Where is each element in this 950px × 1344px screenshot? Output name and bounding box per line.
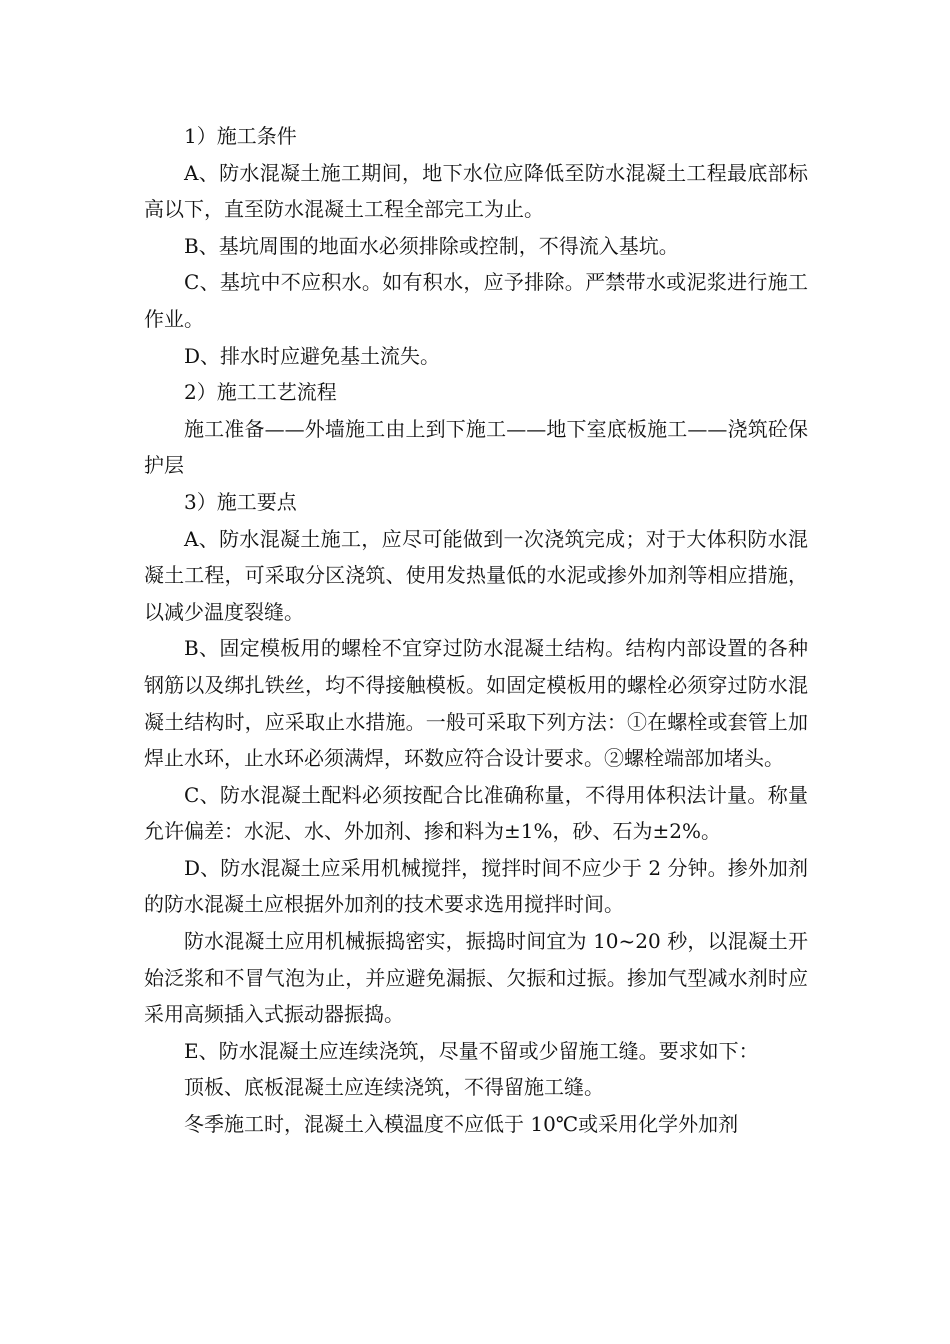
paragraph-winter-construction: 冬季施工时，混凝土入模温度不应低于 10℃或采用化学外加剂 <box>184 1112 739 1137</box>
paragraph-point-c: C、防水混凝土配料必须按配合比准确称量，不得用体积法计量。称量允许偏差：水泥、水、外加剂、掺和料为±1%，砂、石为±2%。 <box>144 782 808 844</box>
paragraph-point-d: D、防水混凝土应采用机械搅拌，搅拌时间不应少于 2 分钟。掺外加剂的防水混凝土应根据外加剂的技术要求选用搅拌时间。 <box>144 855 808 917</box>
paragraph-slab-pouring: 顶板、底板混凝土应连续浇筑，不得留施工缝。 <box>184 1075 604 1100</box>
document-body <box>144 118 808 1143</box>
paragraph-process-flow: 施工准备——外墙施工由上到下施工——地下室底板施工——浇筑砼保护层 <box>144 416 808 478</box>
paragraph-condition-c: C、基坑中不应积水。如有积水，应予排除。严禁带水或泥浆进行施工作业。 <box>144 270 808 331</box>
paragraph-condition-d: D、排水时应避免基土流失。 <box>184 343 441 368</box>
paragraph-condition-b: B、基坑周围的地面水必须排除或控制，不得流入基坑。 <box>184 233 679 258</box>
paragraph-vibration: 防水混凝土应用机械振捣密实，振捣时间宜为 10~20 秒，以混凝土开始泛浆和不冒气泡为止，并应避免漏振、欠振和过振。掺加气型减水剂时应采用高频插入式振动器振捣。 <box>144 929 808 1027</box>
paragraph-construction-conditions-heading: 1）施工条件 <box>184 124 297 148</box>
paragraph-point-b: B、固定模板用的螺栓不宜穿过防水混凝土结构。结构内部设置的各种钢筋以及绑扎铁丝，均不得接触模板。如固定模板用的螺栓必须穿过防水混凝土结构时，应采取止水措施。一般可采取下列方法：①在螺栓或套管上加焊止水环，止水环必须满焊，环数应符合设计要求。②螺栓端部加堵头。 <box>144 636 808 771</box>
paragraph-condition-a: A、防水混凝土施工期间，地下水位应降低至防水混凝土工程最底部标高以下，直至防水混凝土工程全部完工为止。 <box>144 160 808 222</box>
paragraph-process-flow-heading: 2）施工工艺流程 <box>184 380 337 405</box>
paragraph-key-points-heading: 3）施工要点 <box>184 489 297 514</box>
paragraph-point-a: A、防水混凝土施工，应尽可能做到一次浇筑完成；对于大体积防水混凝土工程，可采取分区浇筑、使用发热量低的水泥或掺外加剂等相应措施，以减少温度裂缝。 <box>144 526 808 624</box>
paragraph-point-e: E、防水混凝土应连续浇筑，尽量不留或少留施工缝。要求如下： <box>184 1038 759 1063</box>
